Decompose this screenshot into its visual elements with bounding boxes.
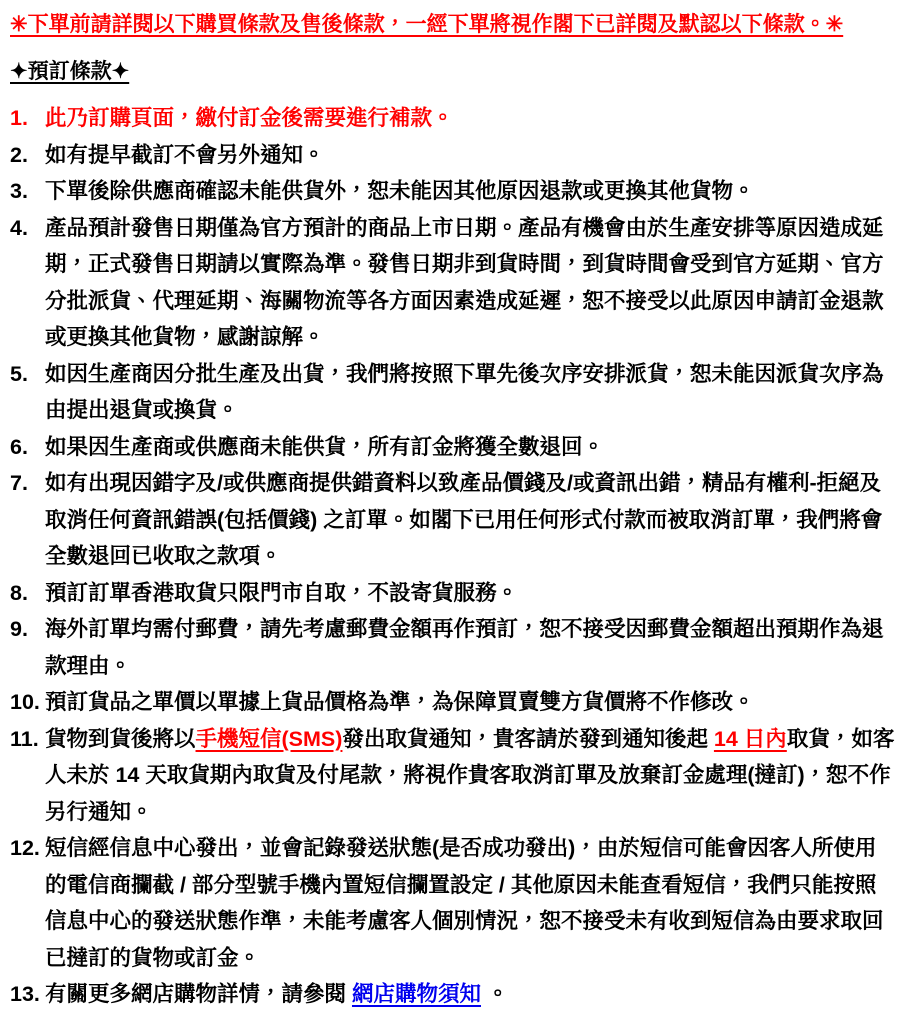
- term-5-text: 如因生產商因分批生產及出貨，我們將按照下單先後次序安排派貨，恕未能因派貨次序為由提出退貨或換貨。: [45, 361, 884, 422]
- term-10-text: 預訂貨品之單價以單據上貨品價格為準，為保障買賣雙方貨價將不作修改。: [45, 690, 755, 714]
- sms-highlight: 手機短信(SMS): [195, 726, 343, 751]
- term-8-text: 預訂訂單香港取貨只限門市自取，不設寄貨服務。: [45, 580, 519, 605]
- terms-list: [10, 100, 897, 1013]
- term-13-text-b: 。: [481, 982, 509, 1006]
- terms-item-8: [10, 575, 897, 612]
- term-2-text: 如有提早截訂不會另外通知。: [45, 142, 325, 167]
- terms-item-6: [10, 429, 897, 466]
- section-title-preorder-terms: [10, 56, 897, 88]
- purchase-notice-banner: [10, 8, 897, 42]
- terms-item-5: [10, 356, 897, 429]
- shop-notice-link[interactable]: 網店購物須知: [351, 982, 481, 1006]
- term-9-text: 海外訂單均需付郵費，請先考慮郵費金額再作預訂，恕不接受因郵費金額超出預期作為退款理由。: [45, 617, 884, 678]
- term-3-text: 下單後除供應商確認未能供貨外，恕未能因其他原因退款或更換其他貨物。: [45, 179, 755, 203]
- terms-item-1: [10, 100, 897, 137]
- terms-item-13: [10, 976, 897, 1013]
- term-12-text: 短信經信息中心發出，並會記錄發送狀態(是否成功發出)，由於短信可能會因客人所使用的電信商攔截 / 部分型號手機內置短信攔置設定 / 其他原因未能查看短信，我們只能按照信息中心的發送狀態作準，未能考慮客人個別情況，恕不接受未有收到短信為由要求取回已撻訂的貨物或訂金。: [45, 836, 884, 970]
- terms-item-2: [10, 137, 897, 174]
- term-6-text: 如果因生產商或供應商未能供貨，所有訂金將獲全數退回。: [45, 434, 605, 459]
- pickup-deadline-highlight: 14 日內: [713, 726, 787, 751]
- term-1-text: 此乃訂購頁面，繳付訂金後需要進行補款。: [45, 106, 454, 130]
- term-7-text: 如有出現因錯字及/或供應商提供錯資料以致產品價錢及/或資訊出錯，精品有權利-拒絕及取消任何資訊錯誤(包括價錢) 之訂單。如閣下已用任何形式付款而被取消訂單，我們將會全數退回已收取之款項。: [45, 471, 883, 568]
- terms-item-7: [10, 465, 897, 575]
- terms-item-10: [10, 684, 897, 721]
- terms-item-12: [10, 830, 897, 976]
- term-11-text-b: 發出取貨通知，貴客請於發到通知後起: [342, 726, 714, 751]
- terms-item-4: [10, 210, 897, 356]
- term-4-text: 產品預計發售日期僅為官方預計的商品上市日期。產品有機會由於生產安排等原因造成延期，正式發售日期請以實際為準。發售日期非到貨時間，到貨時間會受到官方延期、官方分批派貨、代理延期、海關物流等各方面因素造成延遲，恕不接受以此原因申請訂金退款或更換其他貨物，感謝諒解。: [45, 215, 884, 349]
- terms-item-9: [10, 611, 897, 684]
- terms-item-3: [10, 173, 897, 210]
- purchase-notice-text: ✳下單前請詳閱以下購買條款及售後條款，一經下單將視作閣下已詳閱及默認以下條款。✳: [10, 13, 844, 36]
- term-11-text-a: 貨物到貨後將以: [45, 726, 196, 751]
- section-title-text: ✦預訂條款✦: [10, 60, 130, 83]
- term-11-text-c: 取貨，如客人未於 14 天取貨期內取貨及付尾款，將視作貴客取消訂單及放棄訂金處理(撻訂)，恕不作另行通知。: [45, 726, 895, 824]
- terms-item-11: [10, 721, 897, 831]
- term-13-text-a: 有關更多網店購物詳情，請參閱: [45, 982, 352, 1006]
